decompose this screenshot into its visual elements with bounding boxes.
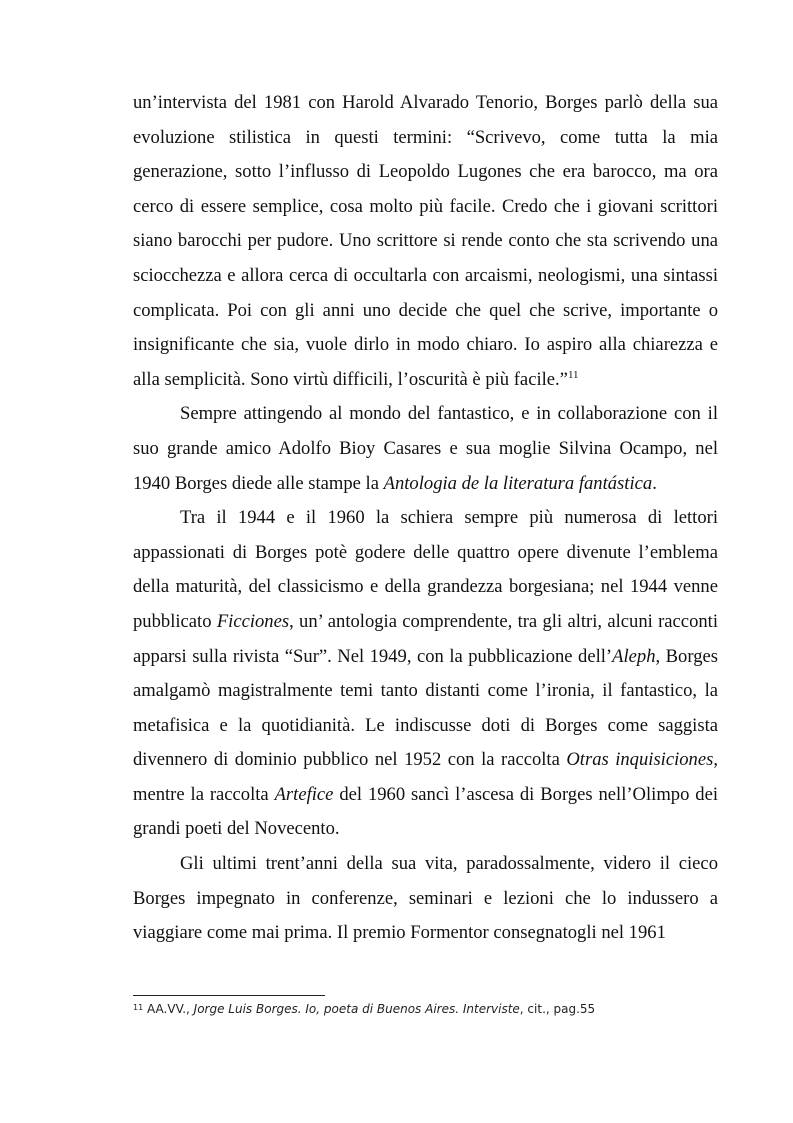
italic-title: Jorge Luis Borges. Io, poeta di Buenos Aires. Interviste	[193, 1002, 520, 1016]
italic-title: Ficciones	[216, 610, 290, 632]
paragraph	[133, 847, 718, 951]
text-run: , cit., pag.55	[519, 1002, 596, 1016]
text-run: Tra il 1944 e il 1960 la schiera sempre più numerosa di lettori appassionati di Borges potè godere delle quattro opere divenute l’emblema della maturità, del classicismo e della grandezza borgesiana; nel 1944 venne pubblicato	[133, 507, 718, 632]
footnote	[133, 1000, 718, 1017]
italic-title: Artefice	[274, 783, 334, 805]
body-text	[133, 86, 718, 951]
italic-title: Aleph	[612, 645, 656, 667]
text-run: AA.VV.,	[143, 1002, 194, 1016]
text-run: , mentre la raccolta	[133, 749, 719, 805]
text-run: , Borges amalgamò magistralmente temi tanto distanti come l’ironia, il fantastico, la metafisica e la quotidianità. Le indiscusse doti di Borges come saggista divennero di dominio pubblico nel 1952 con la raccolta	[133, 645, 718, 771]
paragraph	[133, 501, 718, 847]
footnote-reference: 11	[567, 368, 579, 381]
footnote-separator	[133, 995, 325, 996]
paragraph	[133, 397, 718, 501]
text-run: .	[652, 472, 657, 494]
italic-title: Otras inquisiciones	[566, 749, 714, 771]
text-run: un’intervista del 1981 con Harold Alvarado Tenorio, Borges parlò della sua evoluzione stilistica in questi termini: “Scrivevo, come tutta la mia generazione, sotto l’influsso di Leopoldo Lugones che era barocco, ma ora cerco di essere semplice, cosa molto più facile. Credo che i giovani scrittori siano barocchi per pudore. Uno scrittore si rende conto che sta scrivendo una sciocchezza e allora cerca di occultarla con arcaismi, neologismi, una sintassi complicata. Poi con gli anni uno decide che quel che scrive, importante o insignificante che sia, vuole dirlo in modo chiaro. Io aspiro alla chiarezza e alla semplicità. Sono virtù difficili, l’oscurità è più facile.”	[133, 92, 718, 390]
text-run: Gli ultimi trent’anni della sua vita, paradossalmente, videro il cieco Borges impegnato in conferenze, seminari e lezioni che lo indussero a viaggiare come mai prima. Il premio Formentor consegnatogli nel 1961	[133, 853, 718, 944]
text-run: del 1960 sancì l’ascesa di Borges nell’Olimpo dei grandi poeti del Novecento.	[133, 783, 718, 840]
footnote-number: 11	[133, 1003, 144, 1012]
text-run: , un’ antologia comprendente, tra gli altri, alcuni racconti apparsi sulla rivista “Sur”. Nel 1949, con la pubblicazione dell’	[133, 610, 718, 667]
italic-title: Antologia de la literatura fantástica	[383, 472, 653, 494]
paragraph	[133, 86, 718, 397]
text-run: Sempre attingendo al mondo del fantastico, e in collaborazione con il suo grande amico Adolfo Bioy Casares e sua moglie Silvina Ocampo, nel 1940 Borges diede alle stampe la	[133, 403, 718, 494]
